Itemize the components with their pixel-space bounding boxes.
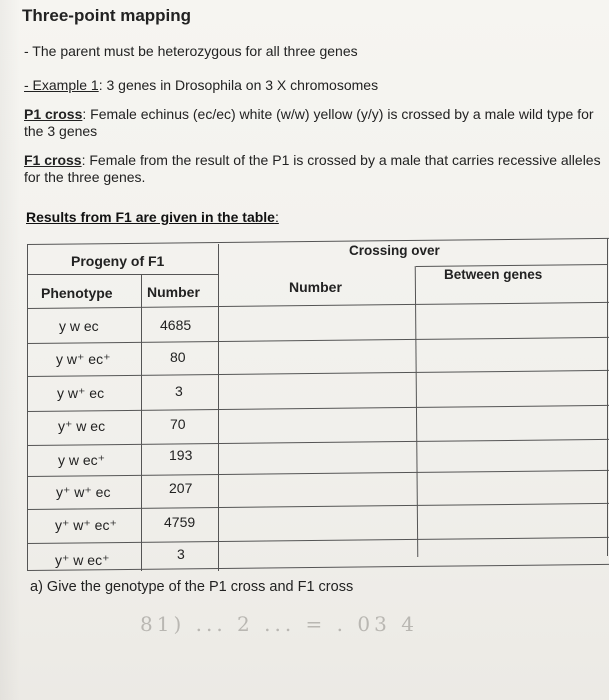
f1-label: F1 cross: [24, 152, 82, 168]
example-label: - Example 1: [24, 77, 99, 93]
example-line: [24, 77, 378, 94]
header-phenotype: Phenotype: [41, 285, 113, 301]
page-title: Three-point mapping: [22, 6, 192, 25]
p1-text: : Female echinus (ec/ec) white (w/w) yellow (y/y) is crossed by a male wild type for the 3 genes: [24, 106, 594, 139]
row-6-number: 207: [169, 480, 193, 496]
line-header-bottom: [27, 302, 609, 309]
question-a: a) Give the genotype of the P1 cross and F1 cross: [30, 579, 354, 595]
p1-label: P1 cross: [24, 106, 83, 122]
results-heading-text: Results from F1 are given in the table: [26, 209, 275, 225]
row-6-phenotype: y⁺ w⁺ ec: [56, 484, 111, 500]
row-8-number: 3: [177, 546, 185, 562]
line-row-5: [27, 470, 609, 477]
line-row-6: [27, 503, 609, 510]
table-right-border: [607, 238, 608, 556]
header-between-genes: Between genes: [444, 267, 543, 282]
table-bottom-border: [27, 564, 609, 571]
row-5-number: 193: [169, 447, 193, 463]
line-progeny-sub: [27, 274, 219, 275]
row-2-number: 80: [170, 349, 186, 365]
row-2-phenotype: y w⁺ ec⁺: [56, 351, 111, 367]
divider-progeny: [218, 244, 219, 571]
row-7-phenotype: y⁺ w⁺ ec⁺: [55, 517, 117, 533]
page-shadow: [0, 0, 20, 700]
divider-number2: [415, 266, 419, 557]
results-heading: [26, 209, 279, 225]
line-row-4: [27, 439, 609, 446]
example-text: : 3 genes in Drosophila on 3 X chromosomes: [98, 77, 379, 93]
handwritten-notes: 81) ... 2 ... = . 03 4: [140, 612, 418, 636]
row-4-number: 70: [170, 416, 186, 432]
results-table: [27, 226, 609, 571]
row-5-phenotype: y w ec⁺: [58, 452, 106, 468]
row-4-phenotype: y⁺ w ec: [58, 418, 106, 434]
row-1-phenotype: y w ec: [59, 318, 99, 334]
header-crossing: Crossing over: [349, 243, 440, 258]
header-number: Number: [147, 284, 200, 300]
row-1-number: 4685: [160, 317, 192, 333]
row-7-number: 4759: [164, 514, 196, 530]
divider-phenotype: [141, 274, 142, 571]
line-row-3: [27, 405, 609, 412]
results-colon: :: [274, 209, 279, 225]
row-3-number: 3: [175, 383, 183, 399]
line-row-2: [27, 370, 609, 377]
header-number-2: Number: [289, 279, 342, 295]
f1-text: : Female from the result of the P1 is crossed by a male that carries recessive alleles for the three genes.: [24, 152, 601, 185]
p1-paragraph: [24, 106, 604, 140]
row-8-phenotype: y⁺ w ec⁺: [55, 552, 110, 568]
row-3-phenotype: y w⁺ ec: [57, 385, 105, 401]
header-progeny: Progeny of F1: [71, 253, 165, 269]
f1-paragraph: [24, 152, 609, 186]
table-left-border: [27, 244, 28, 571]
line-row-7: [27, 537, 609, 544]
intro-line: - The parent must be heterozygous for all three genes: [24, 43, 358, 59]
table-top-border: [27, 238, 609, 245]
line-row-1: [27, 337, 609, 344]
